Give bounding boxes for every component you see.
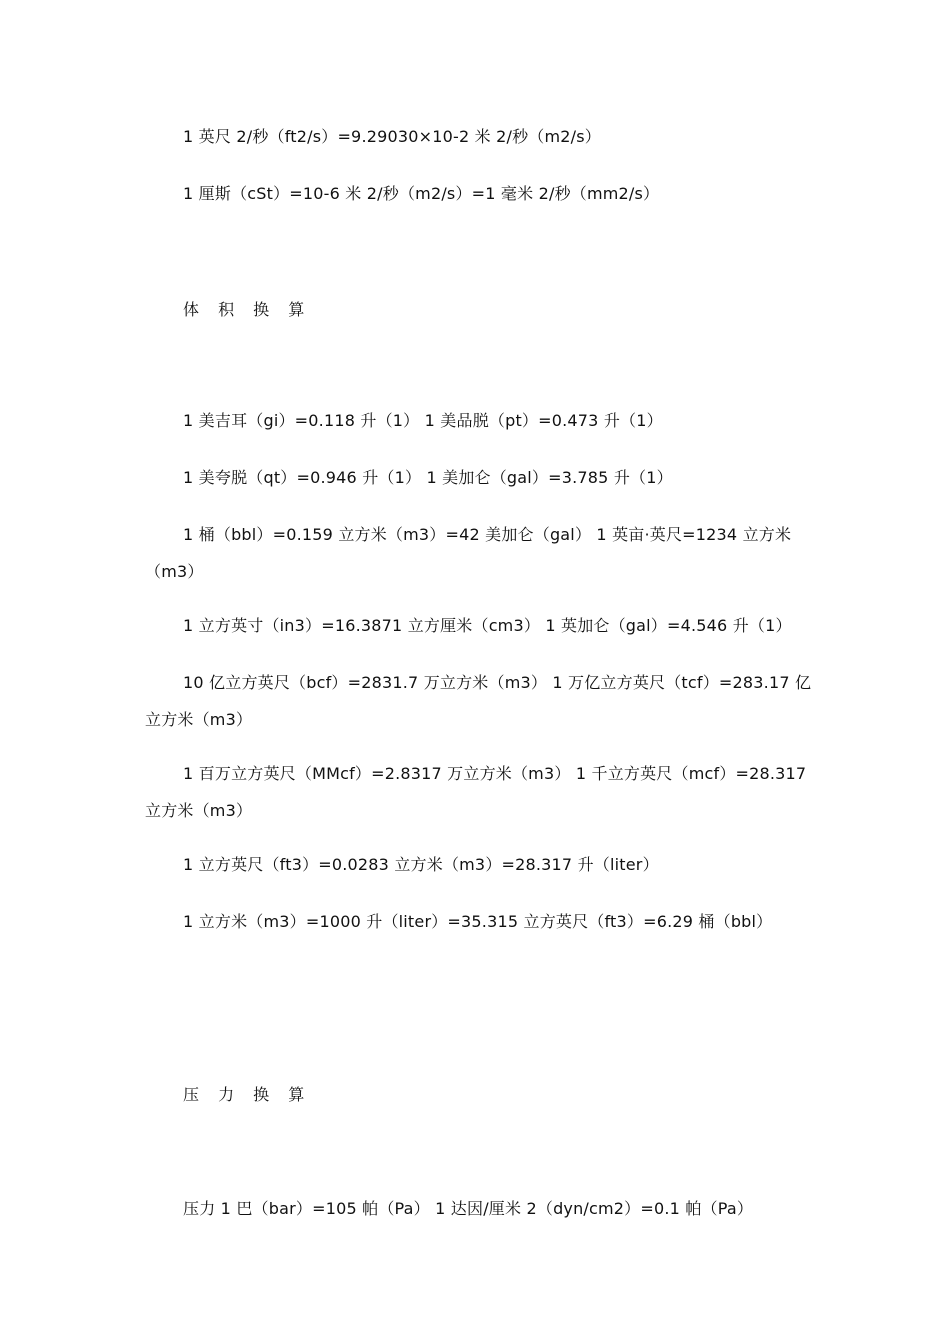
volume-line-qt-gal: 1 美夸脱（qt）=0.946 升（1） 1 美加仑（gal）=3.785 升（1）	[183, 468, 673, 487]
volume-line-bbl-acreft: 1 桶（bbl）=0.159 立方米（m3）=42 美加仑（gal） 1 英亩·英尺=1234 立方米（m3）	[145, 525, 792, 581]
section-heading-volume: 体 积 换 算	[183, 300, 312, 319]
volume-line-mmcf-mcf: 1 百万立方英尺（MMcf）=2.8317 万立方米（m3） 1 千立方英尺（mcf）=28.317 立方米（m3）	[145, 764, 807, 820]
volume-line-gi-pt: 1 美吉耳（gi）=0.118 升（1） 1 美品脱（pt）=0.473 升（1）	[183, 411, 663, 430]
pressure-line-bar-dyn: 压力 1 巴（bar）=105 帕（Pa） 1 达因/厘米 2（dyn/cm2）=0.1 帕（Pa）	[183, 1199, 754, 1218]
section-heading-pressure: 压 力 换 算	[183, 1085, 312, 1104]
viscosity-line-cst: 1 厘斯（cSt）=10-6 米 2/秒（m2/s）=1 毫米 2/秒（mm2/s）	[183, 184, 660, 203]
volume-line-in3-ukgal: 1 立方英寸（in3）=16.3871 立方厘米（cm3） 1 英加仑（gal）=4.546 升（1）	[183, 616, 792, 635]
volume-line-m3: 1 立方米（m3）=1000 升（liter）=35.315 立方英尺（ft3）=6.29 桶（bbl）	[183, 912, 773, 931]
volume-line-bcf-tcf: 10 亿立方英尺（bcf）=2831.7 万立方米（m3） 1 万亿立方英尺（tcf）=283.17 亿立方米（m3）	[145, 673, 812, 729]
volume-line-ft3: 1 立方英尺（ft3）=0.0283 立方米（m3）=28.317 升（liter）	[183, 855, 659, 874]
viscosity-line-ft2s: 1 英尺 2/秒（ft2/s）=9.29030×10-2 米 2/秒（m2/s）	[183, 127, 601, 146]
